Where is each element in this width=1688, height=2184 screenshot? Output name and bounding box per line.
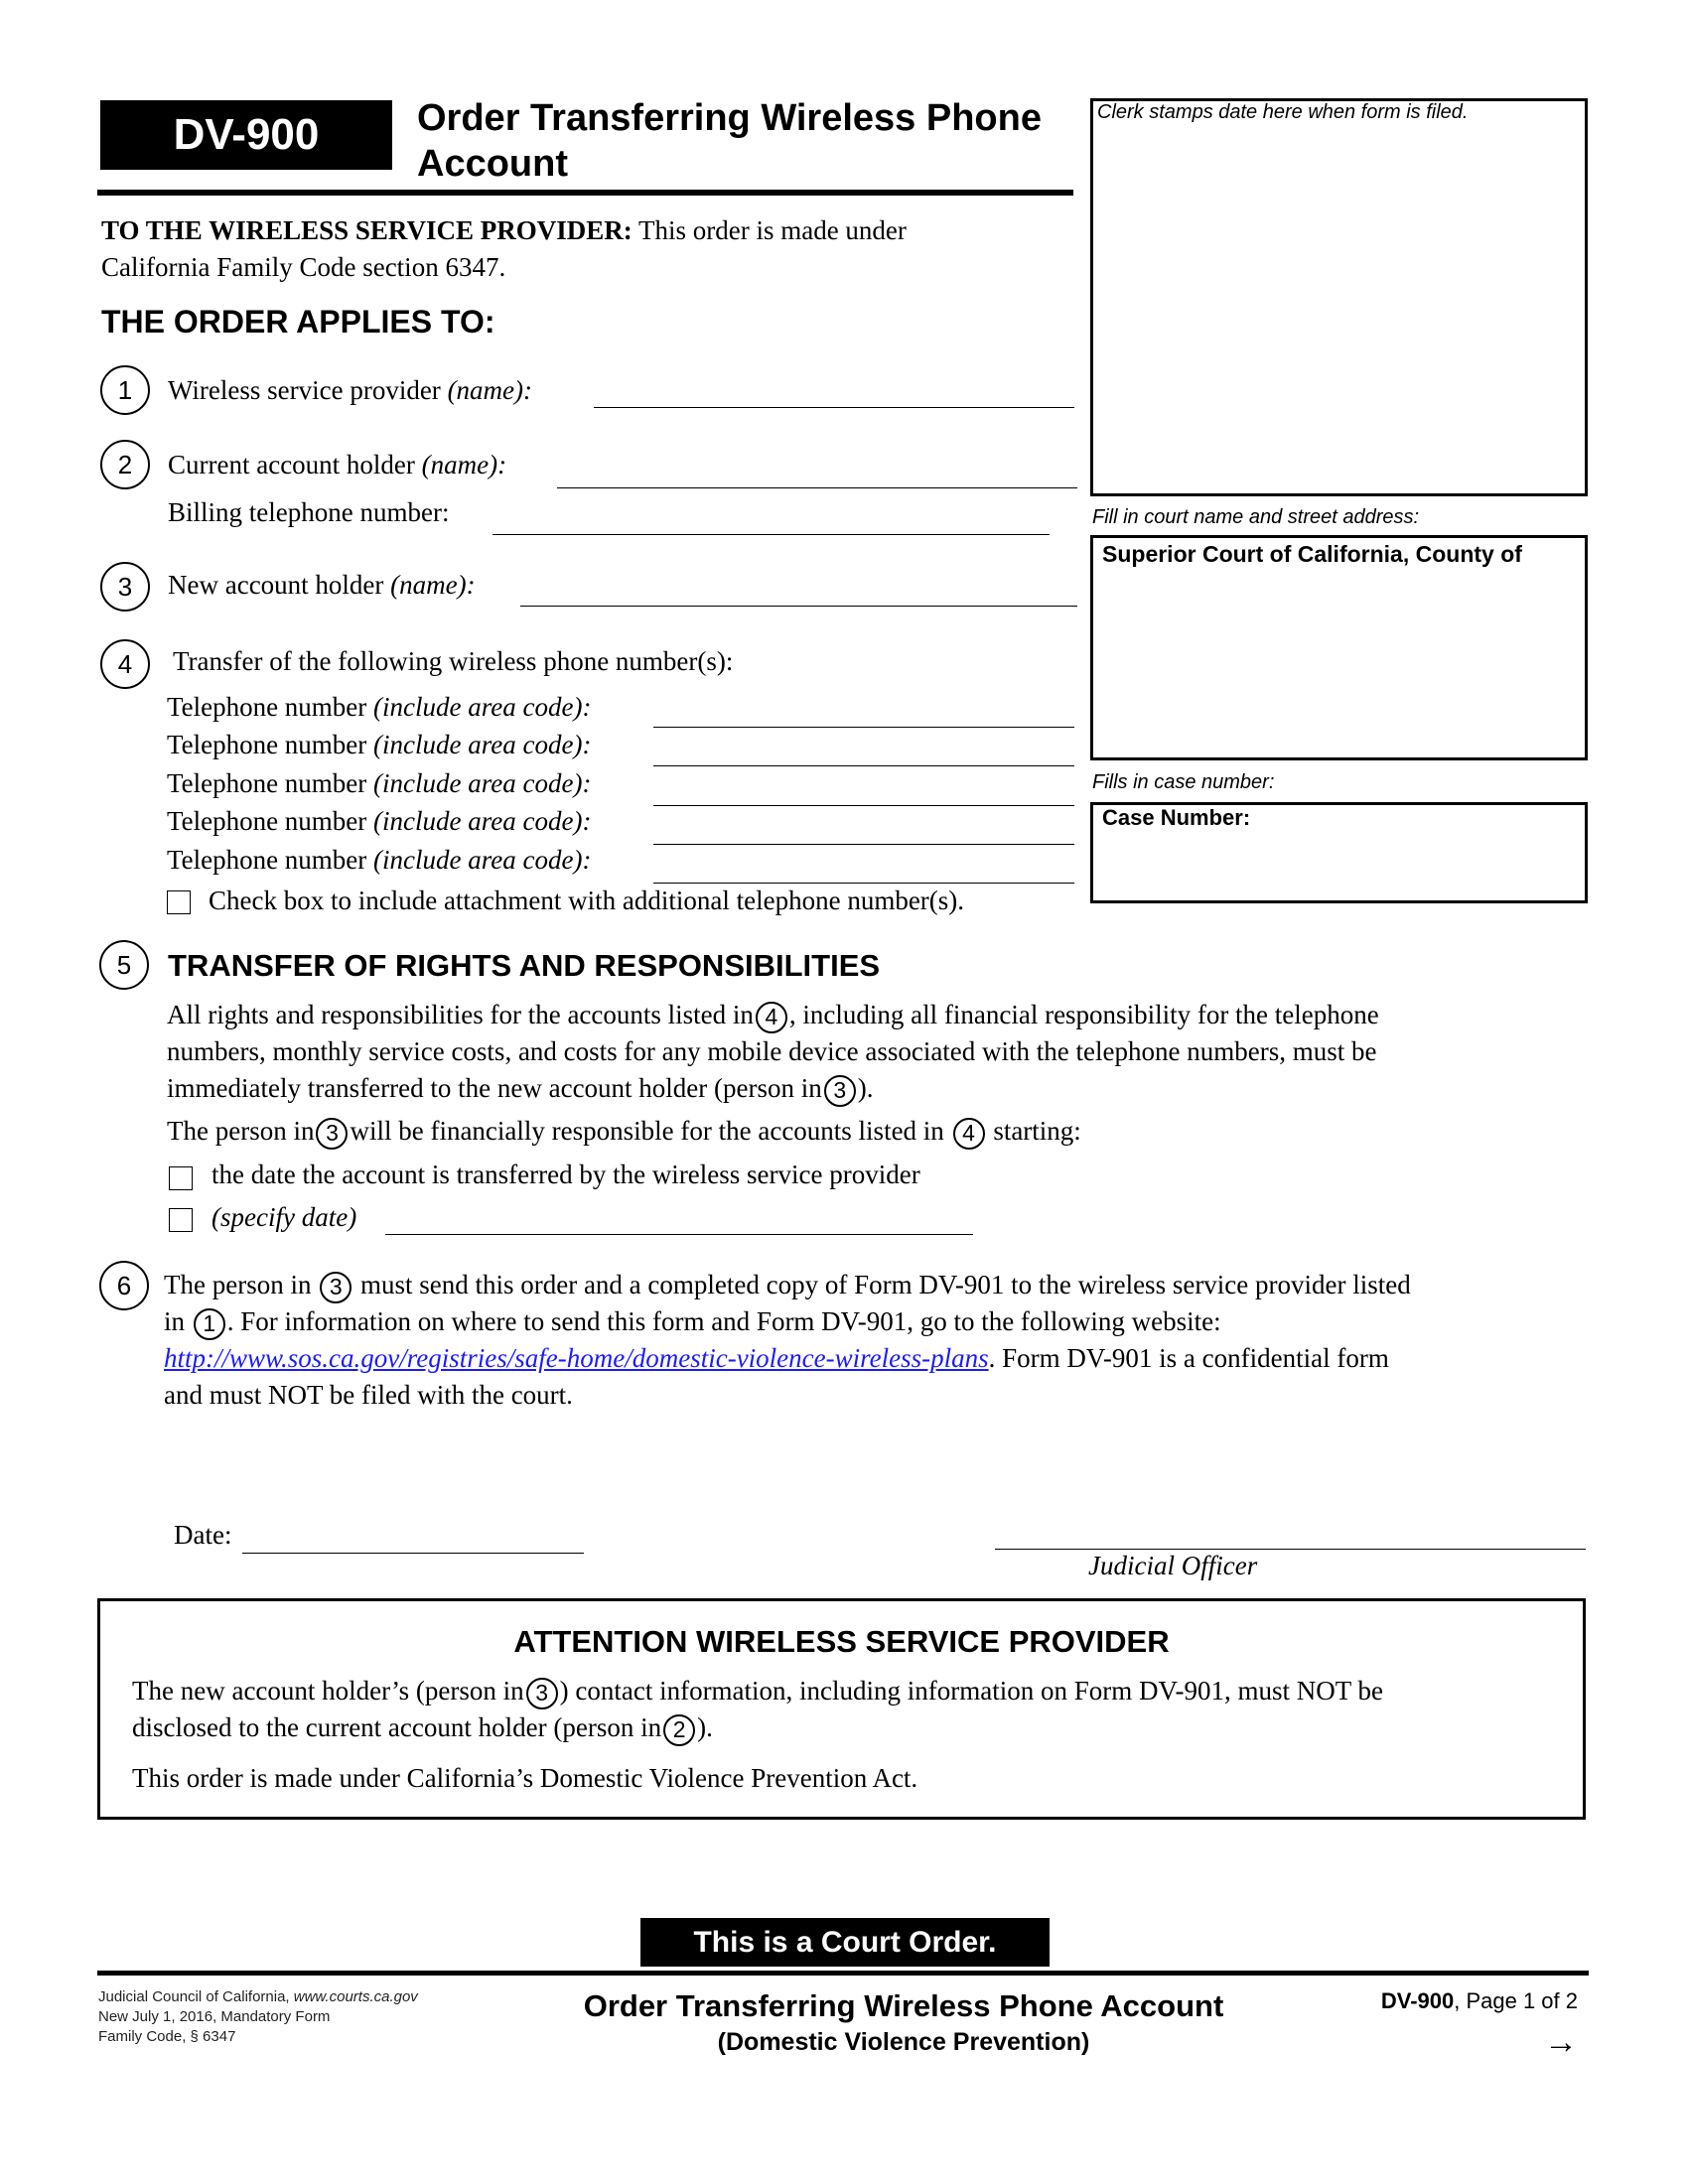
phone-label-5: Telephone number (include area code): <box>167 845 592 875</box>
form-title <box>417 95 1042 187</box>
transfer-rights-heading: TRANSFER OF RIGHTS AND RESPONSIBILITIES <box>168 948 881 983</box>
title-line-1: Order Transferring Wireless Phone <box>417 97 1042 139</box>
item-number-6: 6 <box>99 1261 149 1310</box>
ref-circle-3: 3 <box>824 1075 856 1107</box>
phone-field-2[interactable] <box>653 765 1074 766</box>
intro-bold: TO THE WIRELESS SERVICE PROVIDER: <box>101 215 633 245</box>
date-label: Date: <box>174 1520 232 1550</box>
transfer-date-checkbox[interactable] <box>169 1166 193 1190</box>
specify-date-checkbox[interactable] <box>169 1208 193 1232</box>
court-name-box[interactable] <box>1090 535 1588 760</box>
ref-circle-2: 2 <box>663 1714 695 1746</box>
phone-label-2: Telephone number (include area code): <box>167 730 592 759</box>
instructions-paragraph: The person in 3 must send this order and a completed copy of Form DV-901 to the wireless service provider listed in 1 . For information on where to send this form and Form DV-901, go to the following website: http://www.sos.ca.gov/registries/safe-home/domestic-violence-wireless-plans. Form DV-901 is a confidential form and must NOT be filed with the court. <box>164 1270 1411 1410</box>
item-number-2: 2 <box>100 440 150 489</box>
rights-paragraph: All rights and responsibilities for the accounts listed in 4 , including all financial responsibility for the telephone numbers, monthly service costs, and costs for any mobile device associated with the telephone numbers, must be immediately transferred to the new account holder (person in 3 ). The person in 3 will be financially responsible for the accounts listed in 4 starting: <box>167 997 1379 1150</box>
attachment-checkbox-label: Check box to include attachment with additional telephone number(s). <box>209 886 965 915</box>
ref-circle-3: 3 <box>526 1678 558 1709</box>
transfer-date-option: the date the account is transferred by the wireless service provider <box>211 1160 920 1189</box>
judicial-officer-signature-line[interactable] <box>995 1549 1586 1550</box>
phone-field-4[interactable] <box>653 844 1074 845</box>
phone-field-3[interactable] <box>653 805 1074 806</box>
court-name-label: Fill in court name and street address: <box>1092 506 1420 528</box>
ref-circle-3: 3 <box>316 1118 348 1150</box>
footer-left: Judicial Council of California, www.courts.ca.gov New July 1, 2016, Mandatory Form Family Code, § 6347 <box>98 1988 418 2045</box>
phone-label-4: Telephone number (include area code): <box>167 806 592 836</box>
specify-date-field[interactable] <box>385 1234 973 1235</box>
next-page-arrow-icon[interactable]: → <box>1544 2023 1578 2061</box>
judicial-officer-label: Judicial Officer <box>1088 1551 1258 1580</box>
court-order-banner: This is a Court Order. <box>640 1918 1050 1967</box>
title-line-2: Account <box>417 143 568 185</box>
footer-rule <box>97 1971 1589 1976</box>
ref-circle-3: 3 <box>320 1272 352 1303</box>
intro-text <box>101 212 907 286</box>
phone-field-1[interactable] <box>653 727 1074 728</box>
clerk-stamp-label: Clerk stamps date here when form is filed. <box>1097 101 1469 123</box>
form-id-badge: DV-900 <box>100 100 392 170</box>
phone-field-5[interactable] <box>653 883 1074 884</box>
clerk-stamp-box[interactable] <box>1090 98 1588 496</box>
ref-circle-1: 1 <box>194 1308 225 1340</box>
case-number-field-label: Case Number: <box>1102 805 1251 830</box>
phone-label-1: Telephone number (include area code): <box>167 692 592 722</box>
sos-website-link[interactable]: http://www.sos.ca.gov/registries/safe-home/domestic-violence-wireless-plans <box>164 1343 989 1373</box>
current-holder-label: Current account holder (name): <box>168 450 507 479</box>
ref-circle-4: 4 <box>953 1118 985 1150</box>
footer-title: Order Transferring Wireless Phone Account <box>583 1988 1224 2023</box>
intro-rest: This order is made under <box>632 215 907 245</box>
case-number-label: Fills in case number: <box>1092 771 1275 793</box>
ref-circle-4: 4 <box>756 1002 787 1033</box>
section-heading: THE ORDER APPLIES TO: <box>101 304 495 340</box>
item-number-4: 4 <box>100 639 150 689</box>
new-holder-label: New account holder (name): <box>168 570 476 600</box>
current-holder-field[interactable] <box>557 487 1077 488</box>
transfer-label: Transfer of the following wireless phone number(s): <box>173 646 734 676</box>
provider-label: Wireless service provider (name): <box>168 375 533 405</box>
footer-subtitle: (Domestic Violence Prevention) <box>717 2028 1090 2056</box>
court-name: Superior Court of California, County of <box>1102 541 1522 567</box>
phone-label-3: Telephone number (include area code): <box>167 768 592 798</box>
specify-date-option: (specify date) <box>211 1202 357 1232</box>
attention-text: The new account holder’s (person in 3 ) contact information, including information on Form DV-901, must NOT be disclosed to the current account holder (person in 2 ). This order is made under California’s Domestic Violence Prevention Act. <box>132 1676 1384 1793</box>
provider-name-field[interactable] <box>594 407 1074 408</box>
attention-heading: ATTENTION WIRELESS SERVICE PROVIDER <box>513 1624 1170 1659</box>
attachment-checkbox[interactable] <box>167 890 191 914</box>
billing-number-field[interactable] <box>492 534 1050 535</box>
new-holder-field[interactable] <box>520 606 1077 607</box>
header-rule <box>97 190 1073 196</box>
intro-line2: California Family Code section 6347. <box>101 252 506 282</box>
item-number-1: 1 <box>100 365 150 415</box>
footer-page-info: DV-900, Page 1 of 2 <box>1380 1988 1578 2013</box>
item-number-3: 3 <box>100 562 150 612</box>
billing-number-label: Billing telephone number: <box>168 497 450 527</box>
item-number-5: 5 <box>99 940 149 990</box>
date-field[interactable] <box>242 1553 584 1554</box>
